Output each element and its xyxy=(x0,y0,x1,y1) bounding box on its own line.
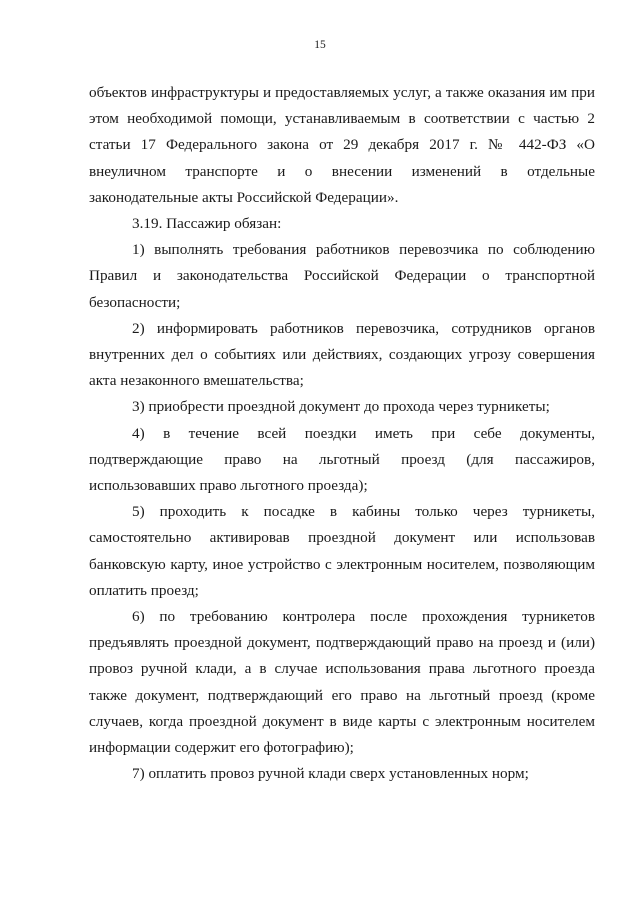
paragraph-item-6: 6) по требованию контролера после прохождения турникетов предъявлять проездной документ, подтверждающий право на проезд и (или) провоз ручной клади, а в случае использования права льготного проезда также документ, подтверждающий его право на льготный проезд (кроме случаев, когда проездной документ в виде карты с электронным носителем информации содержит его фотографию); xyxy=(89,608,595,757)
paragraph-item-7: 7) оплатить провоз ручной клади сверх установленных норм; xyxy=(132,765,529,783)
paragraph-continuation: объектов инфраструктуры и предоставляемых услуг, а также оказания им при этом необходимой помощи, устанавливаемым в соответствии с частью 2 статьи 17 Федерального закона от 29 декабря 2017 г. № 442-ФЗ «О внеуличном транспорте и о внесении изменений в отдельные законодательные акты Российской Федерации». xyxy=(89,84,595,206)
paragraph-item-5: 5) проходить к посадке в кабины только через турникеты, самостоятельно активировав проездной документ или использовав банковскую карту, иное устройство с электронным носителем, позволяющим оплатить проезд; xyxy=(89,503,595,599)
paragraph-clause-3-19: 3.19. Пассажир обязан: xyxy=(132,215,282,233)
document-body xyxy=(89,80,595,787)
page-number: 15 xyxy=(314,39,326,51)
paragraph-item-2: 2) информировать работников перевозчика, сотрудников органов внутренних дел о событиях или действиях, создающих угрозу совершения акта незаконного вмешательства; xyxy=(89,319,595,390)
paragraph-item-1: 1) выполнять требования работников перевозчика по соблюдению Правил и законодательства Российской Федерации о транспортной безопасности; xyxy=(89,241,595,311)
paragraph-item-3: 3) приобрести проездной документ до прохода через турникеты; xyxy=(132,398,550,416)
paragraph-item-4: 4) в течение всей поездки иметь при себе документы, подтверждающие право на льготный проезд (для пассажиров, использовавших право льготного проезда); xyxy=(89,424,595,495)
